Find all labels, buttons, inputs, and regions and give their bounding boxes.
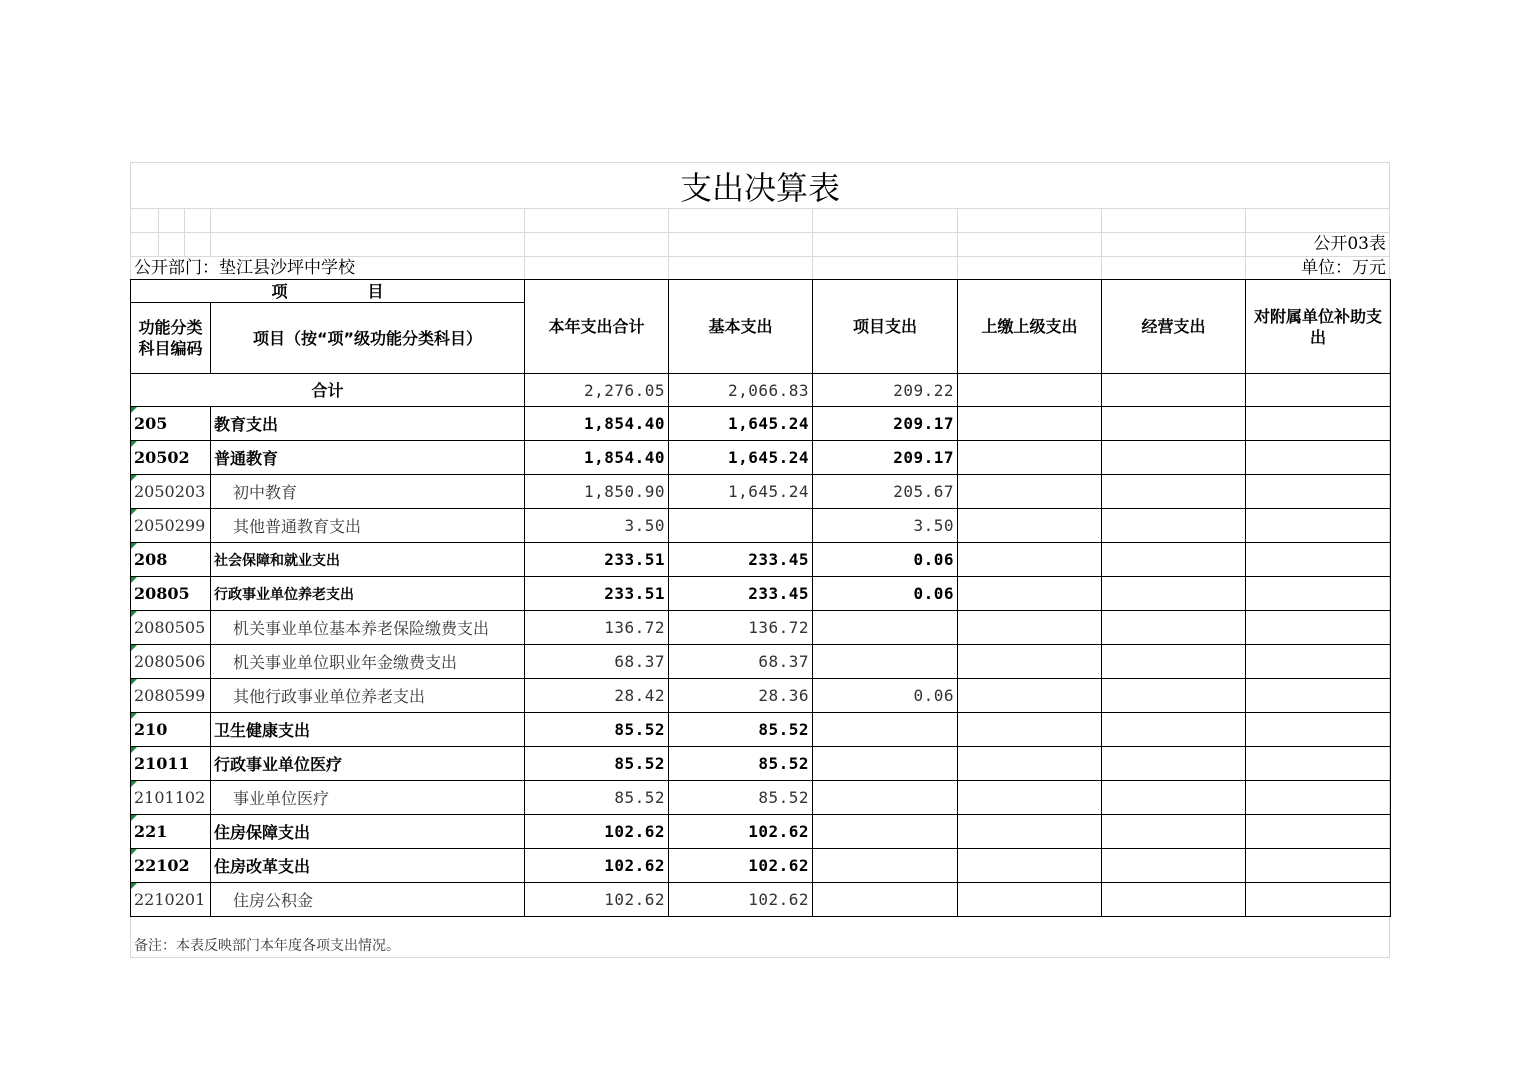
row-code: 20502 — [131, 441, 211, 475]
header-col-subsidy: 对附属单位补助支出 — [1246, 280, 1391, 374]
row-name: 行政事业单位养老支出 — [211, 577, 525, 611]
row-value: 3.50 — [813, 509, 958, 543]
total-label: 合计 — [131, 374, 525, 407]
table-row — [131, 441, 1391, 475]
row-value — [1246, 611, 1391, 645]
row-value: 233.51 — [525, 543, 669, 577]
row-value — [958, 509, 1102, 543]
footnote: 备注：本表反映部门本年度各项支出情况。 — [134, 938, 400, 954]
table-row — [131, 407, 1391, 441]
table-row — [131, 611, 1391, 645]
department-label: 公开部门：垫江县沙坪中学校 — [134, 258, 355, 278]
row-name: 社会保障和就业支出 — [211, 543, 525, 577]
header-col-remit: 上缴上级支出 — [958, 280, 1102, 374]
row-value: 1,850.90 — [525, 475, 669, 509]
row-value — [1246, 475, 1391, 509]
row-name: 机关事业单位职业年金缴费支出 — [211, 645, 525, 679]
row-value: 233.45 — [669, 577, 813, 611]
row-name: 行政事业单位医疗 — [211, 747, 525, 781]
row-value: 233.51 — [525, 577, 669, 611]
row-value: 1,645.24 — [669, 441, 813, 475]
table-row — [131, 509, 1391, 543]
row-value — [813, 883, 958, 917]
row-value — [958, 815, 1102, 849]
header-col-operating: 经营支出 — [1102, 280, 1246, 374]
table-row — [131, 543, 1391, 577]
header-item-group: 项 目 — [131, 280, 525, 303]
row-value — [1246, 713, 1391, 747]
row-value — [1246, 577, 1391, 611]
row-value — [1246, 781, 1391, 815]
row-value: 85.52 — [525, 713, 669, 747]
row-name: 机关事业单位基本养老保险缴费支出 — [211, 611, 525, 645]
row-value: 0.06 — [813, 577, 958, 611]
header-col-basic: 基本支出 — [669, 280, 813, 374]
row-value — [1102, 747, 1246, 781]
row-code: 20805 — [131, 577, 211, 611]
total-cell — [958, 374, 1102, 407]
row-value: 209.17 — [813, 441, 958, 475]
row-value: 85.52 — [669, 713, 813, 747]
total-cell — [1246, 374, 1391, 407]
row-code: 205 — [131, 407, 211, 441]
row-code: 210 — [131, 713, 211, 747]
row-name: 住房保障支出 — [211, 815, 525, 849]
row-code: 21011 — [131, 747, 211, 781]
row-value: 85.52 — [525, 781, 669, 815]
row-name: 卫生健康支出 — [211, 713, 525, 747]
row-value — [958, 543, 1102, 577]
row-value: 85.52 — [669, 781, 813, 815]
header-col-project: 项目支出 — [813, 280, 958, 374]
row-value — [1102, 509, 1246, 543]
row-value — [1246, 407, 1391, 441]
row-value — [1102, 883, 1246, 917]
row-value: 102.62 — [669, 849, 813, 883]
table-row — [131, 645, 1391, 679]
row-value — [958, 475, 1102, 509]
expenditure-table — [130, 279, 1391, 917]
row-value: 0.06 — [813, 543, 958, 577]
table-row — [131, 815, 1391, 849]
row-value — [813, 815, 958, 849]
row-code: 2080506 — [131, 645, 211, 679]
row-value — [1102, 543, 1246, 577]
total-cell: 2,066.83 — [669, 374, 813, 407]
row-value — [958, 441, 1102, 475]
header-row-1 — [131, 280, 1391, 303]
row-value: 1,854.40 — [525, 407, 669, 441]
row-code: 2050203 — [131, 475, 211, 509]
table-row — [131, 577, 1391, 611]
row-value — [1246, 441, 1391, 475]
row-value — [1102, 611, 1246, 645]
row-value: 28.36 — [669, 679, 813, 713]
table-row — [131, 475, 1391, 509]
row-value: 102.62 — [525, 883, 669, 917]
row-name: 初中教育 — [211, 475, 525, 509]
form-number: 公开03表 — [1313, 234, 1386, 254]
row-value — [1102, 679, 1246, 713]
row-value: 0.06 — [813, 679, 958, 713]
row-value — [813, 747, 958, 781]
row-value — [1246, 849, 1391, 883]
row-code: 2080599 — [131, 679, 211, 713]
row-value — [813, 645, 958, 679]
row-value — [958, 849, 1102, 883]
row-value — [1102, 441, 1246, 475]
row-value — [1246, 815, 1391, 849]
row-value — [958, 747, 1102, 781]
row-value: 28.42 — [525, 679, 669, 713]
row-value — [1102, 407, 1246, 441]
header-code-col: 功能分类科目编码 — [131, 303, 211, 374]
row-code: 2080505 — [131, 611, 211, 645]
row-value — [958, 645, 1102, 679]
row-value — [1246, 509, 1391, 543]
row-value — [1102, 849, 1246, 883]
total-cell — [1102, 374, 1246, 407]
row-name: 普通教育 — [211, 441, 525, 475]
row-value — [1246, 543, 1391, 577]
row-name: 其他行政事业单位养老支出 — [211, 679, 525, 713]
unit-label: 单位：万元 — [1301, 258, 1386, 278]
row-value — [958, 407, 1102, 441]
row-value — [1102, 645, 1246, 679]
row-value — [1246, 747, 1391, 781]
row-code: 2050299 — [131, 509, 211, 543]
header-col-total: 本年支出合计 — [525, 280, 669, 374]
table-row — [131, 679, 1391, 713]
table-row — [131, 849, 1391, 883]
row-value: 209.17 — [813, 407, 958, 441]
row-code: 208 — [131, 543, 211, 577]
row-value — [1102, 475, 1246, 509]
table-row — [131, 883, 1391, 917]
row-value — [1102, 815, 1246, 849]
table-row — [131, 747, 1391, 781]
row-value — [1246, 883, 1391, 917]
row-value: 136.72 — [669, 611, 813, 645]
row-value — [1246, 679, 1391, 713]
row-value: 68.37 — [525, 645, 669, 679]
row-name: 教育支出 — [211, 407, 525, 441]
row-value: 136.72 — [525, 611, 669, 645]
row-value — [958, 679, 1102, 713]
row-value — [958, 883, 1102, 917]
row-value — [1102, 713, 1246, 747]
row-value — [1102, 781, 1246, 815]
row-value: 1,645.24 — [669, 475, 813, 509]
page-title: 支出决算表 — [679, 169, 840, 207]
total-cell: 2,276.05 — [525, 374, 669, 407]
table-row — [131, 713, 1391, 747]
row-value: 68.37 — [669, 645, 813, 679]
table-row — [131, 781, 1391, 815]
row-value — [813, 849, 958, 883]
row-name: 住房改革支出 — [211, 849, 525, 883]
row-value: 1,645.24 — [669, 407, 813, 441]
row-value: 205.67 — [813, 475, 958, 509]
row-value — [669, 509, 813, 543]
row-value — [958, 611, 1102, 645]
total-row — [131, 374, 1391, 407]
row-code: 221 — [131, 815, 211, 849]
row-value — [958, 781, 1102, 815]
row-value: 3.50 — [525, 509, 669, 543]
row-value: 102.62 — [669, 815, 813, 849]
total-cell: 209.22 — [813, 374, 958, 407]
row-value: 85.52 — [525, 747, 669, 781]
row-value: 102.62 — [525, 815, 669, 849]
row-value: 233.45 — [669, 543, 813, 577]
row-value — [813, 611, 958, 645]
row-value — [813, 713, 958, 747]
row-value: 102.62 — [669, 883, 813, 917]
row-value — [1102, 577, 1246, 611]
row-value: 102.62 — [525, 849, 669, 883]
header-name-col: 项目（按“项”级功能分类科目） — [211, 303, 525, 374]
row-name: 住房公积金 — [211, 883, 525, 917]
row-value — [958, 577, 1102, 611]
row-code: 22102 — [131, 849, 211, 883]
row-value: 1,854.40 — [525, 441, 669, 475]
row-code: 2210201 — [131, 883, 211, 917]
row-value — [1246, 645, 1391, 679]
row-value: 85.52 — [669, 747, 813, 781]
row-value — [958, 713, 1102, 747]
row-name: 事业单位医疗 — [211, 781, 525, 815]
row-name: 其他普通教育支出 — [211, 509, 525, 543]
row-code: 2101102 — [131, 781, 211, 815]
row-value — [813, 781, 958, 815]
